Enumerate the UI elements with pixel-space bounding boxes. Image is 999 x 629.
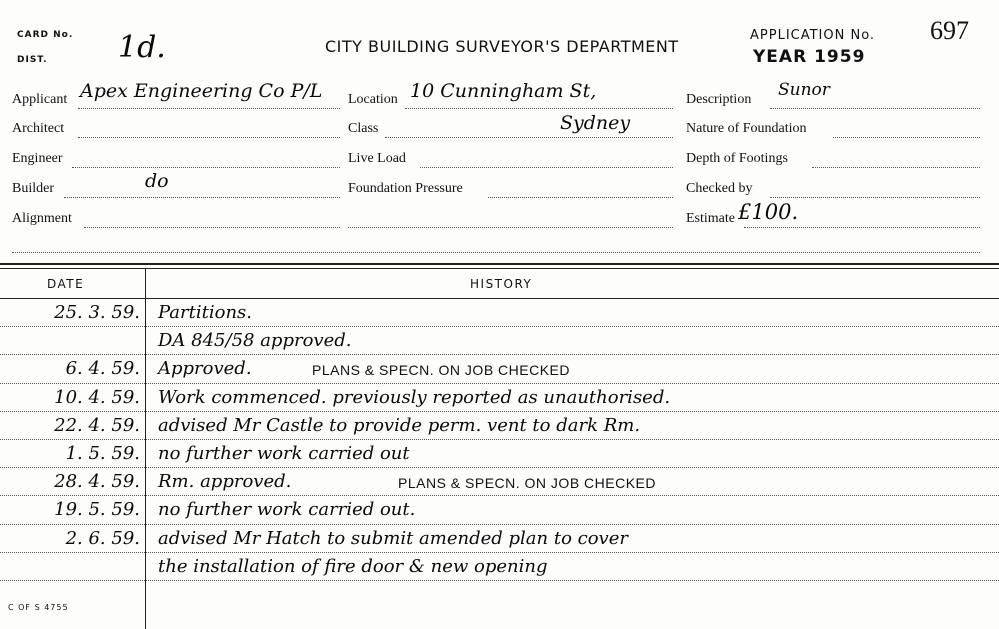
form-code: C OF S 4755: [8, 603, 69, 612]
history-row-stamp: PLANS & SPECN. ON JOB CHECKED: [312, 362, 571, 379]
alignment-label: Alignment: [12, 211, 72, 226]
history-row-rule: [0, 552, 999, 553]
history-row-stamp: PLANS & SPECN. ON JOB CHECKED: [398, 475, 657, 492]
builder-label: Builder: [12, 181, 54, 196]
department-title: CITY BUILDING SURVEYOR'S DEPARTMENT: [325, 37, 679, 56]
history-row-date: 10. 4. 59.: [54, 386, 140, 408]
builder-value: do: [145, 170, 169, 192]
application-number: 697: [930, 16, 969, 45]
nature-of-foundation-label: Nature of Foundation: [686, 121, 807, 136]
history-row-date: 6. 4. 59.: [65, 358, 140, 380]
history-row-text: advised Mr Hatch to submit amended plan to cover: [158, 527, 628, 549]
live-load-label: Live Load: [348, 151, 406, 166]
depth-of-footings-label: Depth of Footings: [686, 151, 788, 166]
application-number-label: APPLICATION No.: [750, 28, 876, 43]
history-row-rule: [0, 467, 999, 468]
history-row-rule: [0, 524, 999, 525]
district-label: DIST.: [17, 55, 48, 65]
history-row-date: 25. 3. 59.: [54, 302, 140, 323]
applicant-label: Applicant: [12, 92, 68, 107]
history-row-text: Partitions.: [158, 302, 253, 323]
history-row-text: DA 845/58 approved.: [158, 330, 352, 352]
description-label: Description: [686, 92, 752, 107]
location-label: Location: [348, 92, 398, 107]
history-row-rule: [0, 411, 999, 412]
history-row-text: advised Mr Castle to provide perm. vent to dark Rm.: [158, 414, 641, 436]
architect-label: Architect: [12, 121, 65, 136]
history-row-rule: [0, 354, 999, 355]
history-row-rule: [0, 326, 999, 327]
foundation-pressure-label: Foundation Pressure: [348, 181, 463, 196]
year-label: YEAR 1959: [753, 47, 866, 67]
applicant-value: Apex Engineering Co P/L: [80, 80, 323, 102]
history-row-rule: [0, 580, 999, 581]
history-row-rule: [0, 383, 999, 384]
history-row-rule: [0, 439, 999, 440]
history-row-text: Work commenced. previously reported as unauthorised.: [158, 386, 671, 408]
estimate-label: Estimate: [686, 211, 735, 226]
history-row-text: no further work carried out: [158, 443, 410, 464]
history-row-rule: [0, 495, 999, 496]
class-label: Class: [348, 121, 379, 136]
history-row-text: Approved.: [158, 358, 252, 380]
engineer-label: Engineer: [12, 151, 63, 166]
history-row-text: no further work carried out.: [158, 499, 416, 521]
history-row-date: 22. 4. 59.: [54, 414, 140, 436]
location-value-2: Sydney: [560, 112, 631, 134]
card-number-label: CARD No.: [17, 30, 74, 40]
description-value: Sunor: [778, 80, 830, 100]
history-row-text: the installation of fire door & new opening: [158, 555, 548, 577]
location-value: 10 Cunningham St,: [410, 80, 597, 102]
history-row-date: 28. 4. 59.: [54, 471, 140, 493]
date-column-header: DATE: [47, 277, 85, 291]
history-row-date: 1. 5. 59.: [65, 443, 140, 464]
card-number-value: 1d.: [118, 30, 166, 65]
history-row-date: 2. 6. 59.: [65, 527, 140, 549]
checked-by-label: Checked by: [686, 181, 753, 196]
history-column-header: HISTORY: [470, 277, 533, 291]
history-row-date: 19. 5. 59.: [54, 499, 140, 521]
history-row-text: Rm. approved.: [158, 471, 292, 493]
estimate-value: £100.: [738, 200, 799, 224]
